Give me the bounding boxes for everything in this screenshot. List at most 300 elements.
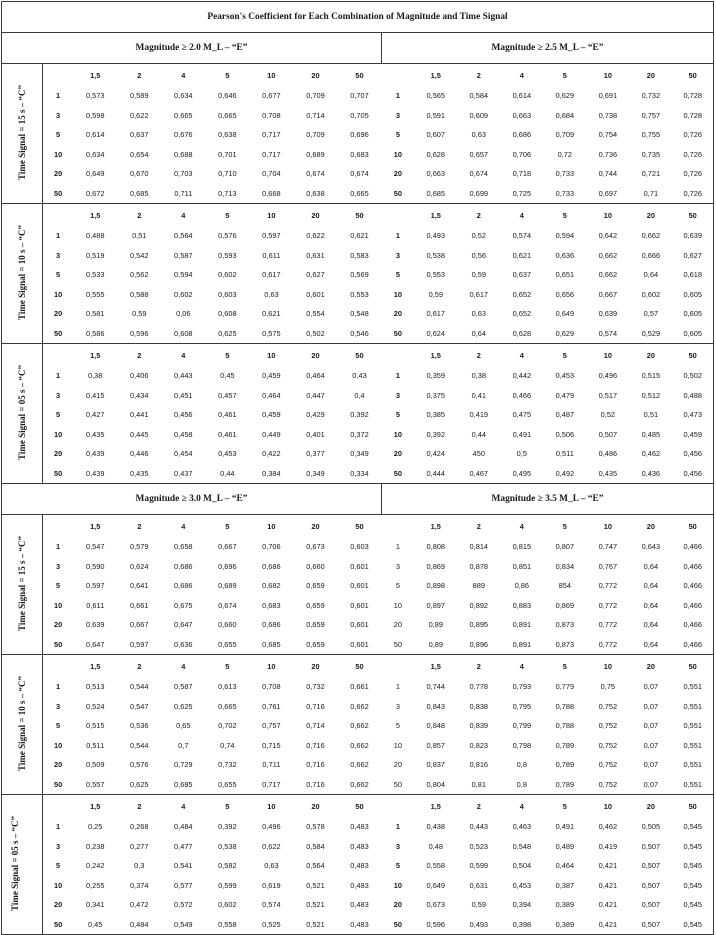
table-cell: 0,617 <box>262 270 281 280</box>
table-cell: 0,848 <box>426 721 446 731</box>
table-cell: 0,521 <box>306 900 325 910</box>
table-cell: 0,557 <box>73 775 117 795</box>
table-cell: 0,878 <box>469 561 489 571</box>
table-cell: 0,767 <box>598 561 618 571</box>
row-label: 5 <box>395 581 400 591</box>
table-cell: 0,551 <box>672 716 713 736</box>
table-cell: 0,629 <box>543 324 586 344</box>
column-header: 10 <box>267 210 276 220</box>
table-cell: 0,375 <box>426 390 446 400</box>
table-cell: 0,546 <box>337 324 381 344</box>
table-cell: 0,685 <box>414 184 457 204</box>
row-label: 10 <box>53 149 63 159</box>
table-row <box>2 324 714 344</box>
table-cell: 0,466 <box>672 635 713 655</box>
table-cell: 0,816 <box>469 760 489 770</box>
table-cell: 0,496 <box>262 822 281 832</box>
column-header: 50 <box>355 521 364 531</box>
table-cell: 0,752 <box>598 760 618 770</box>
table-cell: 0,789 <box>555 760 575 770</box>
table-cell: 0,439 <box>85 449 105 459</box>
table-cell: 0,472 <box>130 900 149 910</box>
table-cell: 0,660 <box>218 620 237 630</box>
column-header: 2 <box>137 70 142 80</box>
row-label-header <box>42 344 73 367</box>
table-cell: 0,772 <box>598 620 618 630</box>
table-cell: 0,4 <box>354 390 365 400</box>
table-cell: 0,891 <box>500 635 543 655</box>
table-cell: 0,406 <box>130 371 149 381</box>
column-header: 4 <box>181 70 186 80</box>
table-cell: 0,07 <box>643 701 659 711</box>
table-cell: 0,625 <box>205 324 249 344</box>
table-cell: 0,896 <box>457 635 500 655</box>
table-cell: 0,493 <box>426 231 446 241</box>
table-cell: 0,757 <box>641 110 661 120</box>
table-cell: 0,515 <box>641 371 661 381</box>
row-label: 50 <box>382 635 415 655</box>
table-cell: 0,553 <box>350 289 369 299</box>
table-cell: 0,444 <box>414 464 457 484</box>
table-cell: 0,7 <box>178 740 189 750</box>
table-cell: 0,389 <box>555 900 575 910</box>
table-cell: 0,696 <box>350 130 369 140</box>
table-cell: 0,597 <box>117 635 161 655</box>
table-cell: 0,676 <box>174 130 193 140</box>
table-cell: 0,709 <box>555 130 575 140</box>
table-cell: 0,652 <box>512 309 532 319</box>
table-cell: 0,64 <box>643 270 659 280</box>
table-cell: 0,475 <box>512 410 532 420</box>
table-cell: 0,710 <box>218 169 237 179</box>
column-header: 1,5 <box>90 350 101 360</box>
table-cell: 0,662 <box>350 760 369 770</box>
table-cell: 0,462 <box>641 449 661 459</box>
table-cell: 0,674 <box>218 600 237 610</box>
table-cell: 0,45 <box>73 915 117 935</box>
table-cell: 0,562 <box>130 270 149 280</box>
table-cell: 0,663 <box>512 110 532 120</box>
row-label: 50 <box>42 915 73 935</box>
table-row <box>2 184 714 204</box>
table-row <box>2 444 714 464</box>
table-cell: 0,733 <box>543 184 586 204</box>
table-cell: 0,464 <box>555 861 575 871</box>
column-header: 50 <box>672 204 713 227</box>
row-label-header <box>382 515 415 538</box>
table-cell: 0,507 <box>629 915 672 935</box>
table-cell: 0,661 <box>350 682 369 692</box>
table-cell: 0,605 <box>672 304 713 324</box>
table-cell: 0,673 <box>426 900 446 910</box>
table-cell: 0,607 <box>426 130 446 140</box>
table-cell: 0,628 <box>426 149 446 159</box>
table-cell: 0,684 <box>555 110 575 120</box>
table-cell: 0,603 <box>218 289 237 299</box>
table-cell: 0,59 <box>471 900 486 910</box>
column-header: 2 <box>137 350 142 360</box>
column-header: 5 <box>562 350 567 360</box>
table-row <box>2 285 714 305</box>
table-cell: 0,565 <box>426 91 446 101</box>
table-cell: 0,401 <box>306 429 325 439</box>
table-row <box>2 876 714 896</box>
table-cell: 0,447 <box>306 390 325 400</box>
column-header: 4 <box>519 801 524 811</box>
column-header: 20 <box>311 350 320 360</box>
table-cell: 0,688 <box>174 149 193 159</box>
table-cell: 0,665 <box>218 701 237 711</box>
row-label: 3 <box>56 110 61 120</box>
column-header: 10 <box>267 350 276 360</box>
table-cell: 0,451 <box>174 390 193 400</box>
table-cell: 0,438 <box>426 822 446 832</box>
column-header: 10 <box>603 661 612 671</box>
row-label: 50 <box>382 915 415 935</box>
table-cell: 0,551 <box>672 697 713 717</box>
time-signal-text: Time Signal = 05 s – “C” <box>16 365 27 460</box>
table-row <box>2 596 714 616</box>
table-cell: 0,738 <box>598 110 618 120</box>
table-cell: 0,443 <box>174 371 193 381</box>
table-cell: 0,601 <box>306 289 325 299</box>
table-cell: 0,837 <box>426 760 446 770</box>
table-cell: 0,43 <box>352 371 367 381</box>
column-header: 1,5 <box>90 801 101 811</box>
table-cell: 0,521 <box>306 880 325 890</box>
table-cell: 0,655 <box>205 775 249 795</box>
table-cell: 0,477 <box>174 841 193 851</box>
row-label: 1 <box>56 91 61 101</box>
row-label: 5 <box>56 721 61 731</box>
table-cell: 0,349 <box>350 449 369 459</box>
table-cell: 0,744 <box>426 682 446 692</box>
table-cell: 0,892 <box>469 600 489 610</box>
row-label: 3 <box>56 250 61 260</box>
table-row <box>2 755 714 775</box>
table-cell: 0,891 <box>512 620 532 630</box>
table-cell: 0,675 <box>174 600 193 610</box>
table-row <box>2 537 714 557</box>
magnitude-heading: Magnitude ≥ 3.5 M_L – “E” <box>382 484 714 515</box>
table-cell: 0,642 <box>598 231 618 241</box>
table-cell: 0,572 <box>174 900 193 910</box>
table-cell: 0,524 <box>85 701 105 711</box>
row-label-header <box>382 204 415 227</box>
table-cell: 0,757 <box>262 721 281 731</box>
row-label: 1 <box>56 542 61 552</box>
table-cell: 0,421 <box>586 915 629 935</box>
table-cell: 0,601 <box>350 581 369 591</box>
table-cell: 0,705 <box>350 110 369 120</box>
table-row <box>2 677 714 697</box>
column-header: 4 <box>519 661 524 671</box>
column-header: 5 <box>562 210 567 220</box>
table-cell: 854 <box>558 581 571 591</box>
time-signal-label <box>2 204 43 344</box>
row-label: 20 <box>53 449 63 459</box>
table-cell: 0,897 <box>426 600 446 610</box>
table-cell: 0,545 <box>672 856 713 876</box>
column-header: 1,5 <box>430 661 441 671</box>
table-cell: 0,579 <box>130 542 149 552</box>
table-cell: 0,64 <box>643 600 659 610</box>
row-label: 20 <box>393 169 403 179</box>
table-cell: 0,71 <box>629 184 672 204</box>
table-cell: 0,446 <box>130 449 149 459</box>
table-cell: 0,627 <box>672 246 713 266</box>
table-cell: 0,665 <box>337 184 381 204</box>
table-row <box>2 716 714 736</box>
table-cell: 0,487 <box>555 410 575 420</box>
table-cell: 0,574 <box>512 231 532 241</box>
table-cell: 0,89 <box>428 620 443 630</box>
table-cell: 0,706 <box>262 542 281 552</box>
table-cell: 0,651 <box>555 270 575 280</box>
table-cell: 0,622 <box>130 110 149 120</box>
row-label: 3 <box>395 841 400 851</box>
column-header: 4 <box>181 661 186 671</box>
table-cell: 0,392 <box>218 822 237 832</box>
table-cell: 0,733 <box>555 169 575 179</box>
row-label: 3 <box>395 110 400 120</box>
table-cell: 0,686 <box>512 130 532 140</box>
row-label: 10 <box>53 429 63 439</box>
table-cell: 0,636 <box>555 250 575 260</box>
table-cell: 0,649 <box>85 169 105 179</box>
table-cell: 0,625 <box>117 775 161 795</box>
table-cell: 0,683 <box>350 149 369 159</box>
table-cell: 0,507 <box>598 429 618 439</box>
table-cell: 0,873 <box>555 620 575 630</box>
table-cell: 0,456 <box>672 444 713 464</box>
column-header: 10 <box>267 661 276 671</box>
row-label: 50 <box>382 184 415 204</box>
table-row <box>2 837 714 857</box>
table-cell: 0,8 <box>500 775 543 795</box>
column-header: 10 <box>267 521 276 531</box>
table-cell: 0,51 <box>643 410 659 420</box>
table-cell: 0,814 <box>469 542 489 552</box>
table-cell: 0,496 <box>598 371 618 381</box>
table-cell: 0,453 <box>218 449 237 459</box>
table-row <box>2 226 714 246</box>
table-cell: 0,602 <box>174 289 193 299</box>
table-cell: 0,545 <box>672 817 713 837</box>
table-cell: 0,726 <box>672 184 713 204</box>
table-cell: 0,456 <box>174 410 193 420</box>
table-cell: 0,456 <box>672 464 713 484</box>
table-cell: 0,64 <box>643 620 659 630</box>
column-header: 10 <box>603 350 612 360</box>
table-cell: 0,445 <box>130 429 149 439</box>
table-cell: 0,443 <box>469 822 489 832</box>
row-label: 50 <box>42 184 73 204</box>
table-cell: 0,736 <box>598 149 618 159</box>
table-cell: 0,627 <box>306 270 325 280</box>
table-cell: 0,686 <box>174 581 193 591</box>
table-cell: 0,714 <box>306 721 325 731</box>
table-cell: 0,466 <box>672 576 713 596</box>
table-cell: 0,605 <box>672 285 713 305</box>
table-cell: 0,883 <box>512 600 532 610</box>
table-cell: 0,599 <box>218 880 237 890</box>
table-cell: 0,507 <box>641 841 661 851</box>
table-cell: 0,619 <box>262 880 281 890</box>
table-cell: 0,558 <box>205 915 249 935</box>
table-cell: 0,621 <box>350 231 369 241</box>
row-label: 1 <box>395 822 400 832</box>
table-cell: 0,709 <box>306 130 325 140</box>
table-cell: 0,548 <box>512 841 532 851</box>
column-header: 1,5 <box>90 70 101 80</box>
table-cell: 0,599 <box>469 861 489 871</box>
table-cell: 0,659 <box>306 581 325 591</box>
table-cell: 0,551 <box>672 755 713 775</box>
row-label: 5 <box>395 410 400 420</box>
row-label: 20 <box>53 169 63 179</box>
table-cell: 0,466 <box>672 596 713 616</box>
row-label: 3 <box>395 561 400 571</box>
column-header: 2 <box>476 801 481 811</box>
table-cell: 0,711 <box>161 184 205 204</box>
table-cell: 0,637 <box>512 270 532 280</box>
table-cell: 0,584 <box>469 91 489 101</box>
table-row <box>2 635 714 655</box>
table-cell: 0,851 <box>512 561 532 571</box>
table-cell: 0,421 <box>598 880 618 890</box>
column-header: 4 <box>181 210 186 220</box>
column-header: 50 <box>355 70 364 80</box>
table-cell: 0,639 <box>85 620 105 630</box>
table-cell: 0,665 <box>174 110 193 120</box>
table-cell: 0,686 <box>262 620 281 630</box>
column-header: 10 <box>267 801 276 811</box>
table-cell: 0,387 <box>555 880 575 890</box>
table-cell: 0,717 <box>249 775 293 795</box>
table-cell: 0,613 <box>218 682 237 692</box>
time-signal-text: Time Signal = 15 s – “C” <box>16 85 27 180</box>
table-cell: 0,662 <box>350 721 369 731</box>
table-cell: 0,377 <box>306 449 325 459</box>
table-cell: 0,502 <box>672 366 713 386</box>
table-cell: 0,685 <box>117 184 161 204</box>
table-cell: 0,5 <box>516 449 527 459</box>
table-cell: 0,717 <box>262 149 281 159</box>
table-row <box>2 576 714 596</box>
table-cell: 0,59 <box>132 309 147 319</box>
table-cell: 0,729 <box>174 760 193 770</box>
table-cell: 0,545 <box>672 837 713 857</box>
table-cell: 0,659 <box>306 600 325 610</box>
table-cell: 0,268 <box>130 822 149 832</box>
table-cell: 0,52 <box>600 410 616 420</box>
table-cell: 0,587 <box>174 250 193 260</box>
table-cell: 0,634 <box>174 91 193 101</box>
table-cell: 0,672 <box>73 184 117 204</box>
table-cell: 0,52 <box>471 231 486 241</box>
table-title: Pearson's Coefficient for Each Combination of Magnitude and Time Signal <box>2 2 714 33</box>
table-cell: 0,646 <box>218 91 237 101</box>
column-header: 10 <box>267 70 276 80</box>
table-cell: 0,454 <box>174 449 193 459</box>
table-cell: 0,798 <box>512 740 532 750</box>
table-cell: 0,507 <box>641 861 661 871</box>
column-header: 4 <box>181 801 186 811</box>
table-cell: 0,708 <box>262 110 281 120</box>
table-cell: 0,421 <box>598 900 618 910</box>
table-cell: 0,41 <box>471 390 486 400</box>
table-cell: 0,56 <box>471 250 486 260</box>
table-cell: 0,551 <box>672 775 713 795</box>
row-label-header <box>382 344 415 367</box>
column-header: 50 <box>355 350 364 360</box>
table-cell: 0,434 <box>130 390 149 400</box>
table-cell: 0,716 <box>306 740 325 750</box>
column-header: 50 <box>355 661 364 671</box>
table-cell: 0,466 <box>512 390 532 400</box>
table-cell: 0,588 <box>130 289 149 299</box>
column-header: 50 <box>355 801 364 811</box>
row-label: 5 <box>56 410 61 420</box>
column-header: 5 <box>225 661 230 671</box>
table-cell: 0,461 <box>218 410 237 420</box>
column-header: 50 <box>672 64 713 87</box>
table-cell: 0,544 <box>130 740 149 750</box>
table-cell: 0,728 <box>672 106 713 126</box>
table-cell: 0,551 <box>672 736 713 756</box>
table-cell: 0,512 <box>641 390 661 400</box>
table-row <box>2 425 714 445</box>
table-cell: 0,628 <box>500 324 543 344</box>
table-cell: 0,804 <box>414 775 457 795</box>
table-cell: 0,45 <box>220 371 235 381</box>
table-cell: 0,502 <box>293 324 337 344</box>
table-row <box>2 615 714 635</box>
table-cell: 0,242 <box>85 861 105 871</box>
table-cell: 0,589 <box>130 91 149 101</box>
table-cell: 0,793 <box>512 682 532 692</box>
table-cell: 0,617 <box>469 289 489 299</box>
table-cell: 0,569 <box>350 270 369 280</box>
column-header: 10 <box>603 521 612 531</box>
table-cell: 0,536 <box>130 721 149 731</box>
table-cell: 0,419 <box>598 841 618 851</box>
row-label: 5 <box>395 130 400 140</box>
column-header: 4 <box>519 210 524 220</box>
row-label: 10 <box>393 289 403 299</box>
time-signal-label <box>2 655 43 795</box>
row-label: 3 <box>56 701 61 711</box>
time-signal-label <box>2 344 43 484</box>
table-cell: 0,662 <box>350 701 369 711</box>
table-cell: 0,617 <box>426 309 446 319</box>
table-row <box>2 145 714 165</box>
table-cell: 0,674 <box>306 169 325 179</box>
table-cell: 0,457 <box>218 390 237 400</box>
table-cell: 0,583 <box>350 250 369 260</box>
column-header: 2 <box>476 350 481 360</box>
table-cell: 0,659 <box>306 620 325 630</box>
table-cell: 0,466 <box>672 615 713 635</box>
table-cell: 0,752 <box>598 740 618 750</box>
table-cell: 0,779 <box>555 682 575 692</box>
table-cell: 0,685 <box>161 775 205 795</box>
table-cell: 0,662 <box>598 250 618 260</box>
table-cell: 0,75 <box>600 682 616 692</box>
row-label: 1 <box>395 542 400 552</box>
table-cell: 0,459 <box>672 425 713 445</box>
